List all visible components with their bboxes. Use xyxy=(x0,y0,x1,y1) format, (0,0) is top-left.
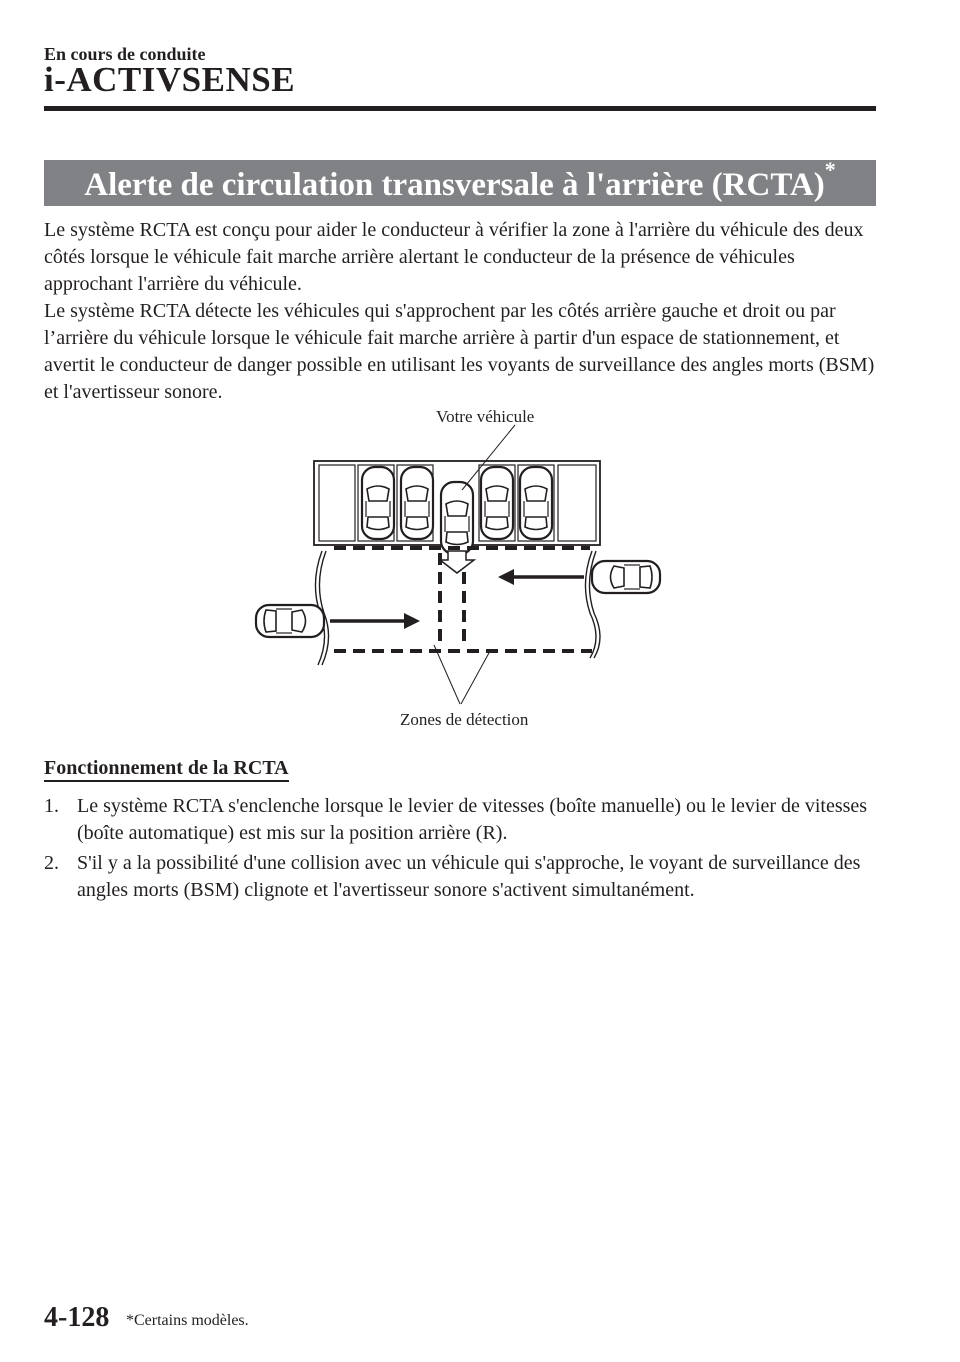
page-number: 4-128 xyxy=(44,1302,110,1333)
step-item xyxy=(44,793,874,847)
approaching-car-right xyxy=(592,561,660,593)
rcta-diagram xyxy=(250,403,670,733)
operation-heading: Fonctionnement de la RCTA xyxy=(44,757,289,782)
step-number: 2. xyxy=(44,852,59,874)
chapter-title: i-ACTIVSENSE xyxy=(44,60,296,99)
parking-lot-illustration xyxy=(250,403,670,733)
section-label: En cours de conduite xyxy=(44,44,206,64)
parked-car xyxy=(481,467,513,539)
parked-car xyxy=(520,467,552,539)
your-vehicle xyxy=(441,482,473,554)
step-text: Le système RCTA s'enclenche lorsque le levier de vitesses (boîte manuelle) ou le levier de vitesses (boîte automatique) est mis sur la position arrière (R). xyxy=(77,795,868,844)
step-number: 1. xyxy=(44,795,59,817)
approaching-car-left xyxy=(256,605,324,637)
your-vehicle-label: Votre véhicule xyxy=(436,407,535,426)
intro-text xyxy=(44,217,884,406)
arrow-from-right xyxy=(498,569,514,585)
parked-car xyxy=(401,467,433,539)
header-rule xyxy=(44,106,876,111)
intro-paragraph-1: Le système RCTA est conçu pour aider le conducteur à vérifier la zone à l'arrière du véhicule des deux côtés lorsque le véhicule fait marche arrière alertant le conducteur de la présence de véhicules approchant l'arrière du véhicule. xyxy=(44,219,864,295)
optional-feature-marker: * xyxy=(824,157,836,182)
feature-title-banner xyxy=(44,157,876,206)
footnote: *Certains modèles. xyxy=(126,1312,249,1329)
reverse-arrow xyxy=(440,551,474,573)
parked-car xyxy=(362,467,394,539)
step-item xyxy=(44,850,874,904)
step-text: S'il y a la possibilité d'une collision avec un véhicule qui s'approche, le voyant de surveillance des angles morts (BSM) clignote et l'avertisseur sonore s'activent simultanément. xyxy=(77,852,861,901)
intro-paragraph-2: Le système RCTA détecte les véhicules qui s'approchent par les côtés arrière gauche et droit ou par l’arrière du véhicule lorsque le véhicule fait marche arrière à partir d'un espace de stationnement, et avertit le conducteur de danger possible en utilisant les voyants de surveillance des angles morts (BSM) et l'avertisseur sonore. xyxy=(44,300,875,403)
zone-leader-line-right xyxy=(461,651,490,704)
detection-zones-label: Zones de détection xyxy=(400,710,529,729)
arrow-from-left xyxy=(404,613,420,629)
operation-steps xyxy=(44,793,874,907)
feature-title: Alerte de circulation transversale à l'arrière (RCTA) xyxy=(84,167,825,203)
zone-leader-line-left xyxy=(434,645,460,704)
